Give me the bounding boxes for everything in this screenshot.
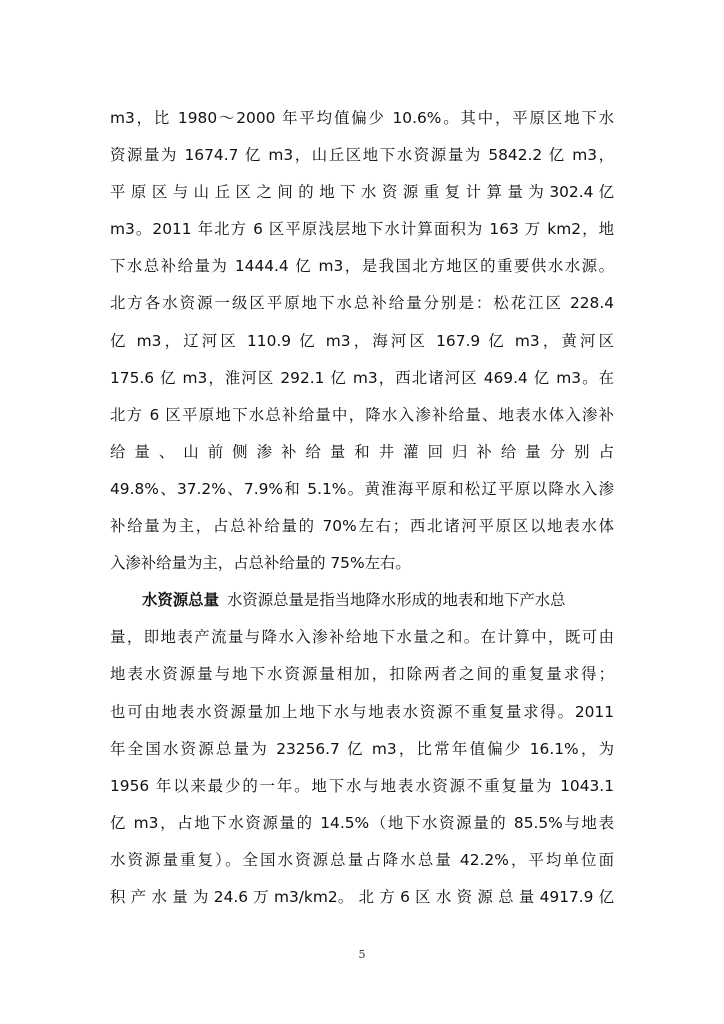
text-line: m3，比 1980～2000 年平均值偏少 10.6%。其中，平原区地下水 bbox=[110, 109, 614, 127]
text-line: 北方 6 区平原地下水总补给量中，降水入渗补给量、地表水体入渗补 bbox=[110, 405, 614, 424]
text-line: 资源量为 1674.7 亿 m3，山丘区地下水资源量为 5842.2 亿 m3， bbox=[110, 146, 614, 165]
text-line: 也可由地表水资源量加上地下水与地表水资源不重复量求得。2011 bbox=[110, 702, 614, 721]
text-line: 下水总补给量为 1444.4 亿 m3，是我国北方地区的重要供水水源。 bbox=[110, 257, 614, 276]
text-line: 水资源量重复）。全国水资源总量占降水总量 42.2%，平均单位面 bbox=[110, 850, 614, 869]
page-number: 5 bbox=[358, 948, 366, 961]
text-line: 量，即地表产流量与降水入渗补给地下水量之和。在计算中，既可由 bbox=[110, 628, 614, 647]
section-term: 水资源总量 bbox=[142, 591, 219, 610]
text-line: 年全国水资源总量为 23256.7 亿 m3，比常年值偏少 16.1%，为 bbox=[110, 739, 614, 758]
text-line: 积 产 水 量 为 24.6 万 m3/km2。 北 方 6 区 水 资 源 总 量 4917.9 亿 bbox=[110, 887, 614, 906]
text-line: 入渗补给量为主，占总补给量的 75%左右。 bbox=[110, 554, 411, 573]
text-line: 亿 m3，辽河区 110.9 亿 m3，海河区 167.9 亿 m3，黄河区 bbox=[110, 331, 614, 350]
text-line: 给 量 、 山 前 侧 渗 补 给 量 和 井 灌 回 归 补 给 量 分 别 占 bbox=[110, 442, 614, 461]
text-line: 地表水资源量与地下水资源量相加，扣除两者之间的重复量求得； bbox=[110, 665, 614, 684]
text-line: 平 原 区 与 山 丘 区 之 间 的 地 下 水 资 源 重 复 计 算 量 为 302.4 亿 bbox=[110, 183, 614, 202]
text-line: 49.8%、37.2%、7.9%和 5.1%。黄淮海平原和松辽平原以降水入渗 bbox=[110, 479, 614, 498]
text-line: m3。2011 年北方 6 区平原浅层地下水计算面积为 163 万 km2，地 bbox=[110, 220, 614, 239]
text-line: 175.6 亿 m3，淮河区 292.1 亿 m3，西北诸河区 469.4 亿 m3。在 bbox=[110, 368, 614, 387]
text-line: 北方各水资源一级区平原地下水总补给量分别是：松花江区 228.4 bbox=[110, 294, 614, 313]
section-first-text: 水资源总量是指当地降水形成的地表和地下产水总 bbox=[226, 591, 566, 610]
text-line: 1956 年以来最少的一年。地下水与地表水资源不重复量为 1043.1 bbox=[110, 776, 614, 795]
text-line: 亿 m3，占地下水资源量的 14.5%（地下水资源量的 85.5%与地表 bbox=[110, 813, 614, 832]
body-text bbox=[110, 100, 614, 916]
section-heading-line bbox=[110, 582, 614, 619]
text-line: 补给量为主，占总补给量的 70%左右；西北诸河平原区以地表水体 bbox=[110, 517, 614, 536]
